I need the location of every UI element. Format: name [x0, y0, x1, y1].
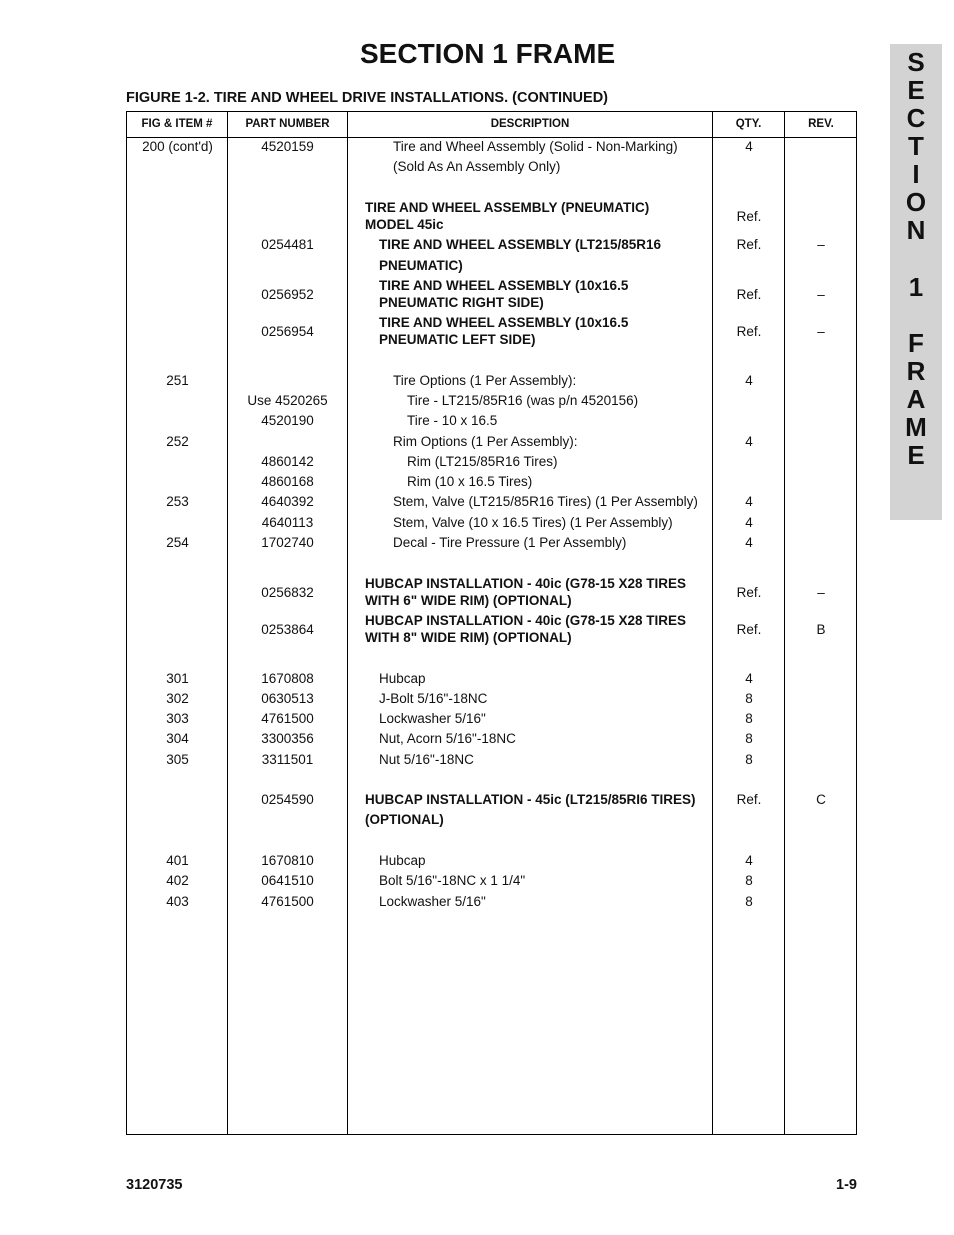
cell-description: Lockwasher 5/16"	[379, 711, 486, 726]
cell-description: (Sold As An Assembly Only)	[393, 159, 561, 174]
cell-qty: Ref.	[736, 287, 762, 302]
cell-part-number: 0256952	[261, 287, 314, 302]
side-tab-letter: E	[907, 75, 925, 105]
cell-description: TIRE AND WHEEL ASSEMBLY (LT215/85R16	[379, 237, 662, 252]
cell-part-number: 4860142	[261, 454, 314, 469]
cell-description-line2: WITH 8" WIDE RIM) (OPTIONAL)	[365, 630, 572, 645]
cell-description-line2: PNEUMATIC RIGHT SIDE)	[379, 295, 544, 310]
cell-qty: 8	[745, 731, 753, 746]
header-qty: QTY.	[735, 118, 762, 130]
cell-qty: Ref.	[736, 792, 762, 807]
cell-part-number: 4520190	[261, 413, 314, 428]
side-tab-letter: C	[906, 103, 926, 133]
cell-description: Rim Options (1 Per Assembly):	[393, 434, 578, 449]
cell-description: HUBCAP INSTALLATION - 45ic (LT215/85RI6 TIRES)	[365, 792, 696, 807]
cell-description: PNEUMATIC)	[379, 258, 463, 273]
cell-part-number: 4761500	[261, 894, 314, 909]
cell-fig-item: 253	[166, 494, 189, 509]
cell-part-number: 3311501	[261, 752, 314, 767]
cell-description: (OPTIONAL)	[365, 812, 444, 827]
cell-part-number: 0254590	[261, 792, 314, 807]
cell-part-number: 0641510	[261, 873, 314, 888]
cell-description: Hubcap	[379, 671, 426, 686]
cell-part-number: 0254481	[261, 237, 314, 252]
cell-qty: 4	[745, 671, 753, 686]
cell-part-number: 0630513	[261, 691, 314, 706]
side-tab-letter: M	[905, 412, 927, 442]
header-fig-item: FIG & ITEM #	[141, 118, 213, 130]
cell-description: Tire - 10 x 16.5	[407, 413, 498, 428]
cell-description-line2: MODEL 45ic	[365, 217, 444, 232]
cell-qty: 4	[745, 494, 753, 509]
cell-description-line2: WITH 6" WIDE RIM) (OPTIONAL)	[365, 593, 572, 608]
cell-part-number: 1670810	[261, 853, 314, 868]
cell-qty: Ref.	[736, 237, 762, 252]
cell-part-number: 0253864	[261, 622, 314, 637]
cell-fig-item: 200 (cont'd)	[142, 139, 213, 154]
cell-description: Tire - LT215/85R16 (was p/n 4520156)	[407, 393, 639, 408]
cell-qty: 8	[745, 691, 753, 706]
cell-description: Stem, Valve (LT215/85R16 Tires) (1 Per Assembly)	[393, 494, 698, 509]
cell-fig-item: 304	[166, 731, 189, 746]
cell-fig-item: 301	[166, 671, 189, 686]
cell-part-number: 1702740	[261, 535, 314, 550]
cell-description: HUBCAP INSTALLATION - 40ic (G78-15 X28 TIRES	[365, 613, 687, 628]
cell-description: Decal - Tire Pressure (1 Per Assembly)	[393, 535, 627, 550]
side-tab-letter: N	[906, 215, 926, 245]
cell-fig-item: 303	[166, 711, 189, 726]
cell-part-number: 1670808	[261, 671, 314, 686]
cell-rev: B	[816, 622, 826, 637]
cell-fig-item: 302	[166, 691, 189, 706]
side-tab-letter: E	[907, 440, 925, 470]
cell-rev: –	[817, 237, 825, 252]
header-divider	[127, 137, 856, 138]
column-divider	[347, 112, 348, 1134]
cell-description: Tire and Wheel Assembly (Solid - Non-Marking)	[393, 139, 678, 154]
cell-part-number: Use 4520265	[247, 393, 328, 408]
cell-qty: 4	[745, 434, 753, 449]
side-tab-letter: O	[905, 187, 927, 217]
cell-fig-item: 305	[166, 752, 189, 767]
section-title: SECTION 1 FRAME	[360, 38, 616, 69]
cell-qty: Ref.	[736, 585, 762, 600]
cell-description-line2: PNEUMATIC LEFT SIDE)	[379, 332, 536, 347]
cell-description: Rim (10 x 16.5 Tires)	[407, 474, 533, 489]
header-part-number: PART NUMBER	[245, 118, 330, 130]
cell-qty: 8	[745, 752, 753, 767]
document-number: 3120735	[126, 1177, 183, 1193]
cell-qty: Ref.	[736, 209, 762, 224]
cell-qty: 4	[745, 853, 753, 868]
cell-fig-item: 403	[166, 894, 189, 909]
cell-description: Hubcap	[379, 853, 426, 868]
cell-description: Nut 5/16"-18NC	[379, 752, 474, 767]
cell-description: HUBCAP INSTALLATION - 40ic (G78-15 X28 TIRES	[365, 576, 687, 591]
side-tab-letter: R	[906, 356, 926, 386]
side-tab-letter: 1	[908, 272, 924, 302]
cell-qty: 4	[745, 515, 753, 530]
cell-part-number: 4640113	[261, 515, 314, 530]
page-number: 1-9	[836, 1177, 857, 1193]
cell-rev: –	[817, 585, 825, 600]
cell-qty: 8	[745, 894, 753, 909]
side-tab-letter: I	[912, 159, 920, 189]
cell-fig-item: 251	[166, 373, 189, 388]
cell-part-number: 4860168	[261, 474, 314, 489]
cell-description: Rim (LT215/85R16 Tires)	[407, 454, 558, 469]
cell-fig-item: 254	[166, 535, 189, 550]
header-rev: REV.	[808, 118, 834, 130]
cell-qty: 4	[745, 139, 753, 154]
parts-table	[126, 111, 857, 1135]
cell-part-number: 4640392	[261, 494, 314, 509]
figure-title: FIGURE 1-2. TIRE AND WHEEL DRIVE INSTALLATIONS. (CONTINUED)	[126, 90, 608, 106]
cell-qty: Ref.	[736, 622, 762, 637]
cell-description: TIRE AND WHEEL ASSEMBLY (10x16.5	[379, 278, 629, 293]
cell-description: TIRE AND WHEEL ASSEMBLY (10x16.5	[379, 315, 629, 330]
cell-description: Bolt 5/16"-18NC x 1 1/4"	[379, 873, 526, 888]
section-side-tab	[890, 44, 942, 520]
cell-description: Tire Options (1 Per Assembly):	[393, 373, 577, 388]
cell-fig-item: 252	[166, 434, 189, 449]
cell-part-number: 4761500	[261, 711, 314, 726]
cell-part-number: 0256954	[261, 324, 314, 339]
side-tab-letter: T	[908, 131, 924, 161]
side-tab-letter: S	[907, 47, 925, 77]
cell-qty: 4	[745, 373, 753, 388]
side-tab-letter: A	[906, 384, 926, 414]
cell-description: Lockwasher 5/16"	[379, 894, 486, 909]
cell-rev: C	[816, 792, 826, 807]
side-tab-letter: F	[908, 328, 924, 358]
cell-part-number: 4520159	[261, 139, 314, 154]
cell-qty: Ref.	[736, 324, 762, 339]
cell-qty: 8	[745, 711, 753, 726]
cell-rev: –	[817, 287, 825, 302]
cell-qty: 8	[745, 873, 753, 888]
header-description: DESCRIPTION	[490, 118, 570, 130]
cell-fig-item: 402	[166, 873, 189, 888]
cell-part-number: 0256832	[261, 585, 314, 600]
cell-qty: 4	[745, 535, 753, 550]
cell-description: Stem, Valve (10 x 16.5 Tires) (1 Per Assembly)	[393, 515, 673, 530]
cell-description: TIRE AND WHEEL ASSEMBLY (PNEUMATIC)	[365, 200, 650, 215]
cell-part-number: 3300356	[261, 731, 314, 746]
cell-rev: –	[817, 324, 825, 339]
cell-fig-item: 401	[166, 853, 189, 868]
cell-description: J-Bolt 5/16"-18NC	[379, 691, 488, 706]
cell-description: Nut, Acorn 5/16"-18NC	[379, 731, 516, 746]
